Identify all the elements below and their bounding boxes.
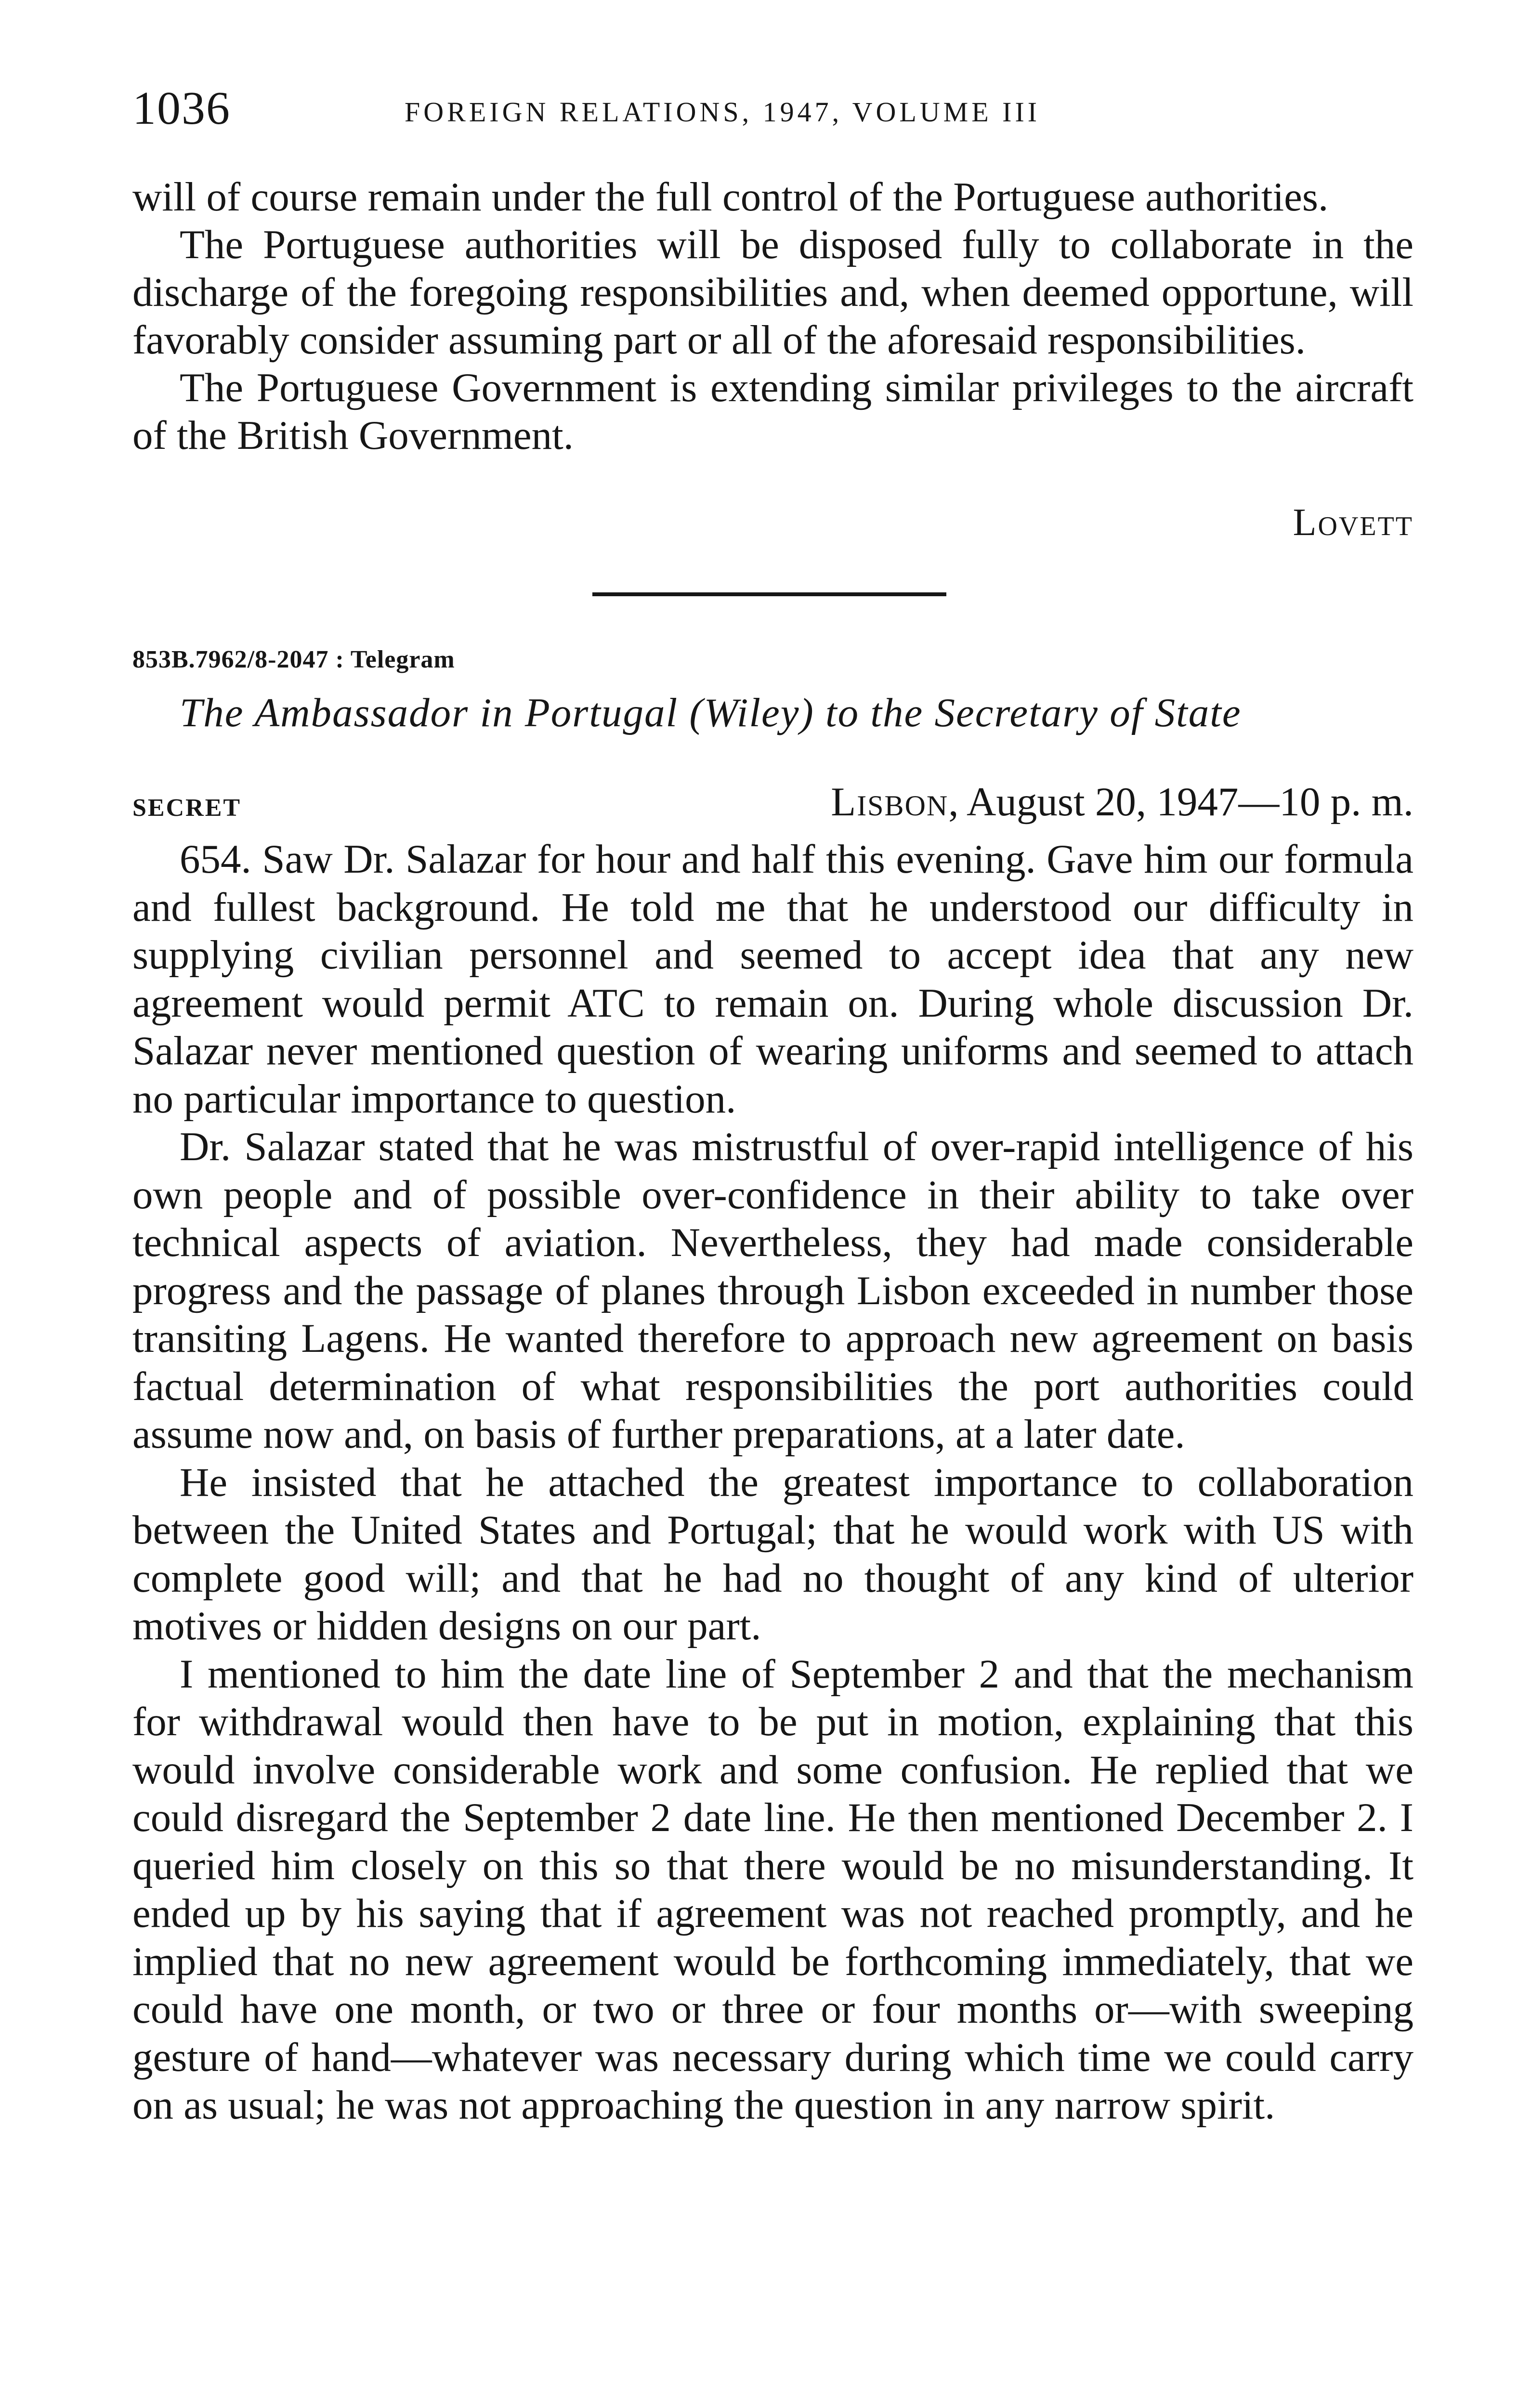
running-head [132, 82, 1413, 135]
paragraph: will of course remain under the full control of the Portuguese authorities. [132, 174, 1329, 220]
dateline-date: , August 20, 1947—10 p. m. [948, 779, 1413, 824]
page-number: 1036 [132, 82, 231, 134]
continued-letter-text [132, 173, 1413, 459]
telegram-body [132, 836, 1413, 2130]
paragraph: The Portuguese Government is extending similar privileges to the aircraft of the British Government. [132, 365, 1413, 458]
file-reference: 853B.7962/8-2047 : Telegram [132, 646, 455, 673]
classification-label: SECRET [132, 794, 242, 822]
document-heading: The Ambassador in Portugal (Wiley) to the Secretary of State [180, 690, 1242, 735]
signature: Lovett [1293, 501, 1413, 544]
paragraph: I mentioned to him the date line of September 2 and that the mechanism for withdrawal would then have to be put in motion, explaining that this would involve considerable work and some confusion. He replied that we could disregard the September 2 date line. He then mentioned December 2. I queried him closely on this so that there would be no misunderstanding. It ended up by his saying that if agreement was not reached promptly, and he implied that no new agreement would be forthcoming immediately, that we could have one month, or two or three or four months or—with sweeping gesture of hand—whatever was necessary during which time we could carry on as usual; he was not approaching the question in any narrow spirit. [132, 1651, 1413, 2128]
document-page [132, 0, 1413, 2408]
section-divider [592, 592, 946, 596]
paragraph: Dr. Salazar stated that he was mistrustful of over-rapid intelligence of his own people and of possible over-confidence in their ability to take over technical aspects of aviation. Nevertheless, they had made considerable progress and the passage of planes through Lisbon exceeded in number those transiting Lagens. He wanted therefore to approach new agreement on basis factual determination of what responsibilities the port authorities could assume now and, on basis of further preparations, at a later date. [132, 1124, 1413, 1457]
running-title: FOREIGN RELATIONS, 1947, VOLUME III [405, 96, 1041, 128]
dateline-place: Lisbon [831, 779, 949, 824]
paragraph: The Portuguese authorities will be disposed fully to collaborate in the discharge of the foregoing responsibilities and, when deemed opportune, will favorably consider assuming part or all of the aforesaid responsibilities. [132, 222, 1413, 363]
paragraph: 654. Saw Dr. Salazar for hour and half this evening. Gave him our formula and fullest background. He told me that he understood our difficulty in supplying civilian personnel and seemed to accept idea that any new agreement would permit ATC to remain on. During whole discussion Dr. Salazar never mentioned question of wearing uniforms and seemed to attach no particular importance to question. [132, 837, 1413, 1122]
paragraph: He insisted that he attached the greatest importance to collaboration between the United States and Portugal; that he would work with US with complete good will; and that he had no thought of any kind of ulterior motives or hidden designs on our part. [132, 1459, 1413, 1649]
dateline [831, 778, 1413, 826]
